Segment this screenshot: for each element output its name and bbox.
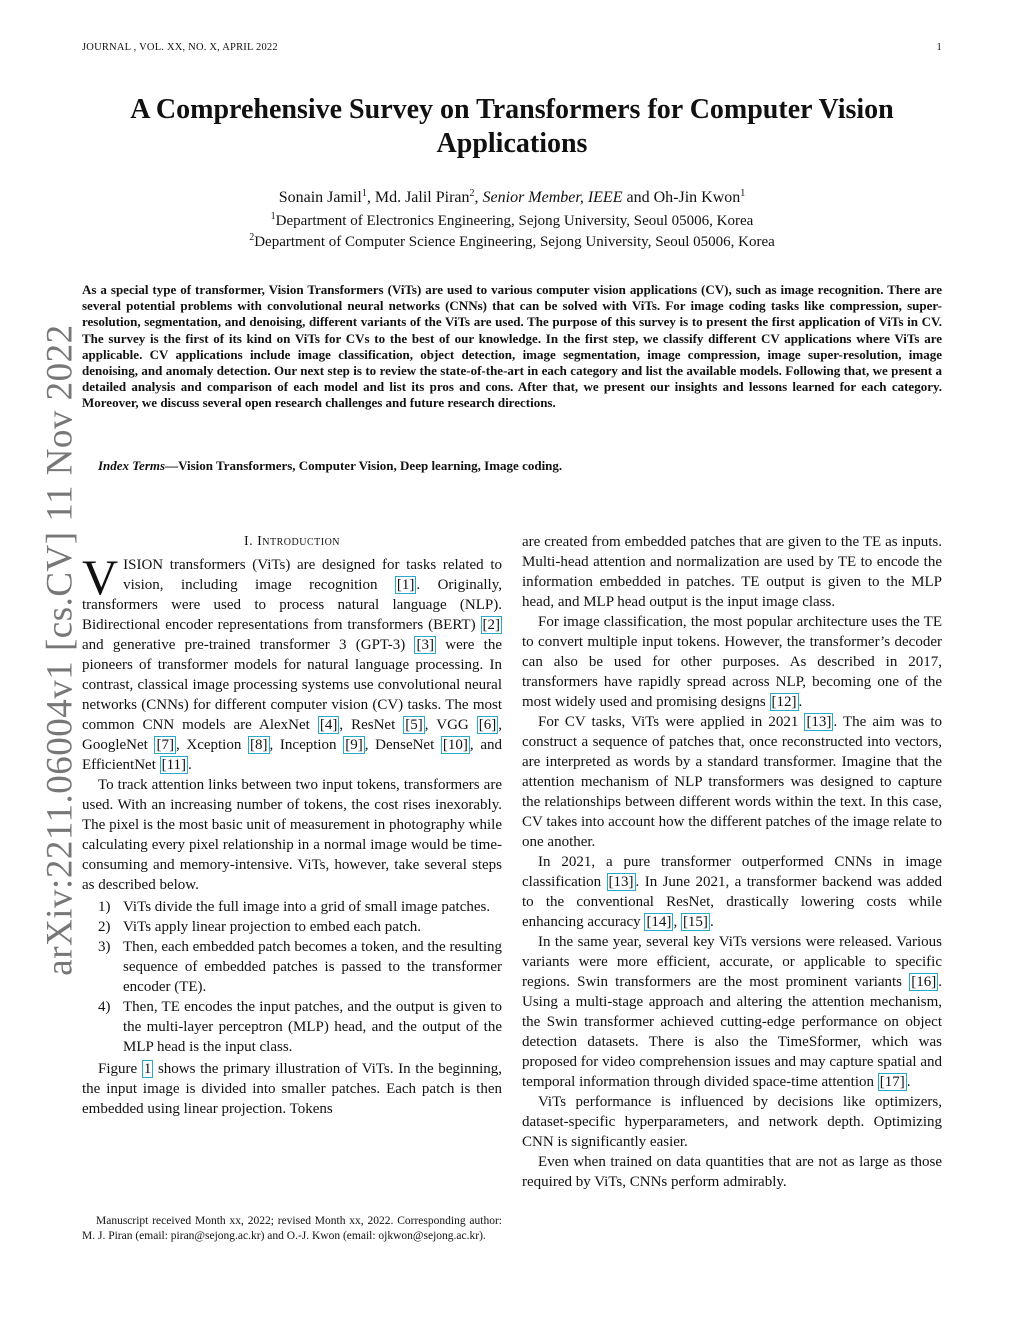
text-run: . <box>798 694 803 710</box>
citation-link[interactable]: [9] <box>345 737 363 753</box>
right-paragraph-4 <box>522 932 942 1092</box>
citation-link[interactable]: [13] <box>806 714 832 730</box>
list-number: 1) <box>98 899 111 915</box>
paper-title: A Comprehensive Survey on Transformers for Computer Vision Applications <box>130 94 894 159</box>
text-run: , VGG <box>424 717 477 733</box>
citation-link[interactable]: [10] <box>442 737 468 753</box>
list-item <box>82 897 502 917</box>
arxiv-stamp-text: arXiv:2211.06004v1 [cs.CV] 11 Nov 2022 <box>39 324 81 976</box>
footnote: Manuscript received Month xx, 2022; revised Month xx, 2022. Corresponding author: M. J. Piran (email: piran@sejong.ac.kr) and O.-J. Kwon (email: ojkwon@sejong.ac.kr). <box>82 1215 502 1242</box>
citation-link[interactable]: [3] <box>416 637 434 653</box>
affiliation-mark: 1 <box>740 188 746 199</box>
affiliation-2 <box>82 233 942 251</box>
page-number: 1 <box>936 42 942 53</box>
author-role: Senior Member, IEEE <box>482 189 623 206</box>
right-paragraph-3 <box>522 852 942 932</box>
citation-link[interactable]: [11] <box>161 757 187 773</box>
citation-link[interactable]: [12] <box>771 694 797 710</box>
figure-link[interactable]: 1 <box>143 1061 152 1077</box>
text-run: . <box>188 757 192 773</box>
index-terms-label: Index Terms <box>98 458 166 473</box>
citation-link[interactable]: [13] <box>608 874 634 890</box>
text-run: Figure <box>98 1061 142 1077</box>
list-text: ViTs divide the full image into a grid of small image patches. <box>123 899 491 915</box>
text-run: , DenseNet <box>364 737 441 753</box>
affiliation-1 <box>82 212 942 230</box>
citation-link[interactable]: [16] <box>911 974 937 990</box>
section-heading <box>82 532 502 552</box>
author-name: Sonain Jamil <box>278 189 362 206</box>
list-item <box>82 917 502 937</box>
list-number: 4) <box>98 999 111 1015</box>
section-numeral: I. <box>243 534 258 549</box>
text-run: . Using a multi-stage approach and altering the attention mechanism, the Swin transformer achieved cutting-edge performance on object detection datasets. There is also the TimeSformer, which was proposed for video comprehension issues and may capture spatial and temporal information through divided space-time attention <box>522 974 942 1090</box>
text-run: For CV tasks, ViTs were applied in 2021 <box>538 714 805 730</box>
right-paragraph-6: Even when trained on data quantities that are not as large as those required by ViTs, CNNs perform admirably. <box>522 1154 942 1190</box>
text-run: were the pioneers of transformer models for natural language processing. In contrast, classical image processing systems use convolutional neural networks (CNNs) for different computer vision (CV) tasks. The most common CNN models are AlexNet <box>82 637 503 733</box>
left-column <box>82 532 502 1119</box>
text-run: For image classification, the most popular architecture uses the TE to convert multiple input tokens. However, the transformer’s decoder can also be used for other purposes. As described in 2017, transformers have rapidly spread across NLP, becoming one of the most widely used and promising designs <box>522 614 942 710</box>
list-text: Then, TE encodes the input patches, and the output is given to the multi-layer perceptron (MLP) head, and the output of the MLP head is the input class. <box>123 999 502 1055</box>
vit-steps-list <box>82 897 502 1057</box>
text-run: . In June 2021, a transformer backend was added to the conventional ResNet, drastically lowering costs while enhancing accuracy <box>522 874 943 930</box>
list-number: 3) <box>98 939 111 955</box>
text-run: . The aim was to construct a sequence of patches that, once reconstructed into vectors, are interpreted as words by a standard transformer. Imagine that the attention mechanism of NLP transformers was designed to capture the relationships between different words within the text. In this case, CV takes into account how the different patches of the image relate to one another. <box>522 714 942 850</box>
text-run: ISION transformers (ViTs) are designed for tasks related to vision, including image recognition <box>123 557 502 593</box>
author-separator: , <box>474 189 483 206</box>
citation-link[interactable]: [1] <box>396 577 415 593</box>
text-run: . Originally, transformers were used to process natural language (NLP). Bidirectional encoder representations from transformers (BERT) <box>82 577 503 633</box>
text-run: In the same year, several key ViTs versions were released. Various variants were more efficient, accurate, or applicable to specific regions. Swin transformers are the most prominent variants <box>522 934 942 990</box>
index-terms-text: —Vision Transformers, Computer Vision, Deep learning, Image coding. <box>165 458 563 473</box>
right-paragraph-5: ViTs performance is influenced by decisions like optimizers, dataset-specific hyperparameters, and network depth. Optimizing CNN is significantly easier. <box>522 1094 942 1150</box>
list-item <box>82 937 502 997</box>
citation-link[interactable]: [6] <box>478 717 497 733</box>
text-run: In 2021, a pure transformer outperformed CNNs in image classification <box>522 854 942 890</box>
text-run: shows the primary illustration of ViTs. In the beginning, the input image is divided into smaller patches. Each patch is then embedded using linear projection. Tokens <box>82 1061 502 1117</box>
affiliation-text: Department of Computer Science Engineering, Sejong University, Seoul 05006, Korea <box>254 234 775 250</box>
right-column <box>522 532 942 1192</box>
intro-paragraph-1 <box>82 549 503 775</box>
drop-cap: V <box>82 549 119 605</box>
text-run: , Inception <box>269 737 344 753</box>
text-run: , and EfficientNet <box>82 737 502 773</box>
list-number: 2) <box>98 919 111 935</box>
intro-paragraph-3 <box>82 1059 502 1119</box>
list-text: ViTs apply linear projection to embed each patch. <box>123 919 421 935</box>
text-run: , GoogleNet <box>82 717 502 753</box>
affiliation-mark: 1 <box>270 211 276 222</box>
list-item <box>82 997 502 1057</box>
citation-link[interactable]: [8] <box>250 737 268 753</box>
citation-link[interactable]: [17] <box>879 1074 905 1090</box>
citation-link[interactable]: [5] <box>405 717 423 733</box>
citation-link[interactable]: [14] <box>646 914 672 930</box>
abstract: As a special type of transformer, Vision Transformers (ViTs) are used to various computer vision applications (CV), such as image recognition. There are several potential problems with convolutional neural networks (CNNs) that can be solved with ViTs. For image coding tasks like compression, super-resolution, segmentation, and denoising, different variants of the ViTs are used. The purpose of this survey is to present the first application of ViTs in CV. The survey is the first of its kind on ViTs for CVs to the best of our knowledge. In the first step, we classify different CV applications where ViTs are applicable. CV applications include image classification, object detection, image segmentation, image compression, image super-resolution, image denoising, and anomaly detection. Our next step is to review the state-of-the-art in each category and list the available models. Following that, we present a detailed analysis and comparison of each model and list its pros and cons. After that, we present our insights and lessons learned for each category. Moreover, we discuss several open research challenges and future research directions. <box>82 282 942 411</box>
citation-link[interactable]: [15] <box>682 914 708 930</box>
author-separator: , <box>366 189 375 206</box>
text-run: , <box>673 914 681 930</box>
text-run: and generative pre-trained transformer 3 (GPT-3) <box>82 637 415 653</box>
right-paragraph-2 <box>522 712 942 852</box>
right-paragraph-0: are created from embedded patches that are given to the TE as inputs. Multi-head attention and normalization are used by TE to encode the information embedded in patches. TE output is given to the MLP head, and MLP head output is the input image class. <box>522 534 942 610</box>
list-text: Then, each embedded patch becomes a token, and the resulting sequence of embedded patches is passed to the transformer encoder (TE). <box>123 939 502 995</box>
author-conjunction: and <box>622 189 654 206</box>
author-name: Md. Jalil Piran <box>374 189 470 206</box>
text-run: . <box>709 914 714 930</box>
citation-link[interactable]: [4] <box>319 717 338 733</box>
citation-link[interactable]: [2] <box>482 617 500 633</box>
author-line <box>82 188 942 208</box>
citation-link[interactable]: [7] <box>156 737 174 753</box>
affiliation-mark: 2 <box>249 232 255 243</box>
section-title: Introduction <box>257 534 341 549</box>
intro-paragraph-2: To track attention links between two input tokens, transformers are used. With an increasing number of tokens, the cost rises inexorably. The pixel is the most basic unit of measurement in photography while calculating every pixel relationship in a normal image would be time-consuming and memory-intensive. ViTs, however, take several steps as described below. <box>82 777 502 893</box>
right-paragraph-1 <box>522 612 942 712</box>
author-name: Oh-Jin Kwon <box>653 189 741 206</box>
journal-info: JOURNAL , VOL. XX, NO. X, APRIL 2022 <box>82 42 278 53</box>
index-terms <box>82 458 942 474</box>
text-run: , Xception <box>175 737 249 753</box>
running-header <box>82 42 942 58</box>
text-run: , ResNet <box>339 717 404 733</box>
affiliation-mark: 2 <box>469 188 475 199</box>
affiliation-mark: 1 <box>361 188 367 199</box>
affiliation-text: Department of Electronics Engineering, Sejong University, Seoul 05006, Korea <box>275 213 754 229</box>
text-run: . <box>906 1074 911 1090</box>
